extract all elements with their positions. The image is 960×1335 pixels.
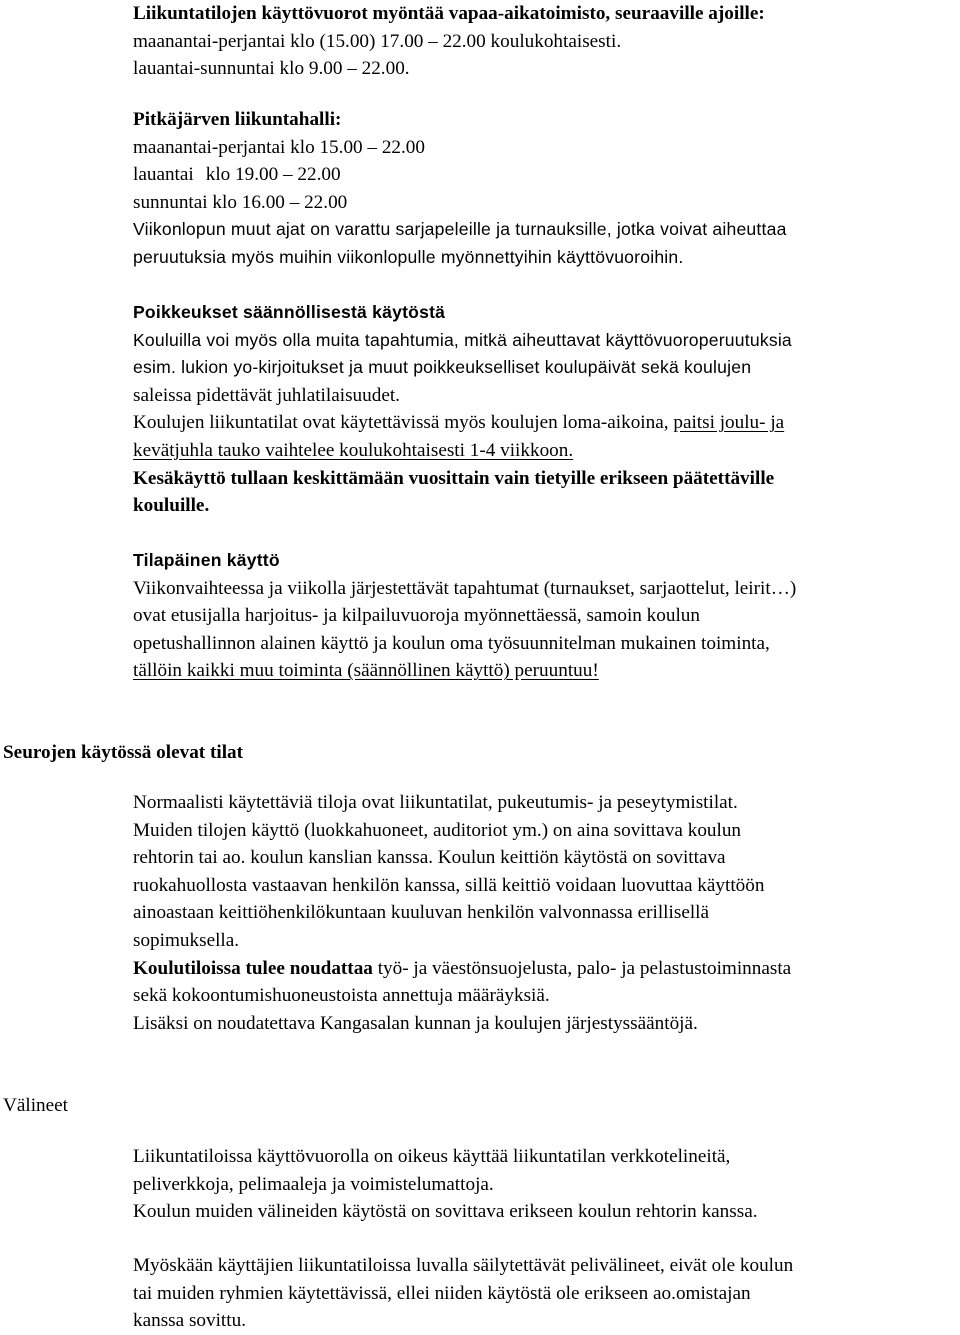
exceptions-block [133, 299, 951, 520]
exceptions-line4-text: Koulujen liikuntatilat ovat käytettävissä myös koulujen loma-aikoina, [133, 412, 674, 434]
clubs-line4: ruokahuollosta vastaavan henkilön kanssa, sillä keittiö voidaan luovuttaa käyttöön [133, 874, 765, 896]
clubs-line6: sopimuksella. [133, 929, 240, 951]
equipment-line2: peliverkkoja, pelimaaleja ja voimistelumattoja. [133, 1173, 494, 1195]
clubs-line5: ainoastaan keittiöhenkilökuntaan kuuluvan henkilön valvonnassa erillisellä [133, 902, 710, 924]
saturday-label: lauantai [133, 164, 194, 186]
clubs-block [133, 789, 951, 1037]
exceptions-summer-line2: kouluille. [133, 495, 210, 517]
exceptions-line5: kevätjuhla tauko vaihtelee koulukohtaisesti 1-4 viikkoon. [133, 439, 574, 461]
schedule-block [133, 0, 951, 83]
equipment-storage-block [133, 1252, 951, 1335]
equipment-line1: Liikuntatiloissa käyttövuorolla on oikeus käyttää liikuntatilan verkkotelineitä, [133, 1146, 731, 1167]
clubs-line7-text: työ- ja väestönsuojelusta, palo- ja pelastustoiminnasta [372, 957, 792, 979]
clubs-heading: Seurojen käytössä olevat tilat [3, 742, 244, 763]
temporary-block [133, 547, 951, 685]
clubs-line7 [133, 955, 951, 983]
pitkajarvi-weekdays: maanantai-perjantai klo 15.00 – 22.00 [133, 136, 425, 158]
equipment-line3: Koulun muiden välineiden käytöstä on sovittava erikseen koulun rehtorin kanssa. [133, 1201, 758, 1223]
equipment-line6: kanssa sovittu. [133, 1310, 246, 1332]
saturday-hours: klo 19.00 – 22.00 [205, 164, 341, 186]
pitkajarvi-saturday [133, 161, 951, 189]
temporary-line1: Viikonvaihteessa ja viikolla järjestettävät tapahtumat (turnaukset, sarjaottelut, leirit…) [133, 577, 797, 599]
schedule-intro: Liikuntatilojen käyttövuorot myöntää vapaa-aikatoimisto, seuraaville ajoille: [133, 3, 765, 24]
clubs-line9: Lisäksi on noudatettava Kangasalan kunnan ja koulujen järjestyssääntöjä. [133, 1012, 698, 1034]
pitkajarvi-block [133, 106, 951, 272]
exceptions-line4 [133, 409, 951, 437]
exceptions-line3: saleissa pidettävät juhlatilaisuudet. [133, 384, 400, 406]
equipment-line5: tai muiden ryhmien käytettävissä, ellei niiden käytöstä ole erikseen ao.omistajan [133, 1282, 751, 1304]
equipment-block [133, 1143, 951, 1226]
temporary-title: Tilapäinen käyttö [133, 550, 280, 570]
temporary-line4: tällöin kaikki muu toiminta (säännöllinen käyttö) peruuntuu! [133, 660, 599, 682]
pitkajarvi-note-line2: peruutuksia myös muihin viikonlopulle myönnettyihin käyttövuoroihin. [133, 246, 684, 267]
clubs-line1: Normaalisti käytettäviä tiloja ovat liikuntatilat, pukeutumis- ja peseytymistilat. [133, 792, 738, 813]
exceptions-summer-line1: Kesäkäyttö tullaan keskittämään vuosittain vain tietyille erikseen päätettäville [133, 467, 775, 489]
temporary-line3: opetushallinnon alainen käyttö ja koulun oma työsuunnitelman mukainen toiminta, [133, 632, 770, 654]
clubs-line7-bold: Koulutiloissa tulee noudattaa [133, 957, 373, 979]
schedule-weekend: lauantai-sunnuntai klo 9.00 – 22.00. [133, 58, 410, 80]
clubs-line2: Muiden tilojen käyttö (luokkahuoneet, auditoriot ym.) on aina sovittava koulun [133, 819, 742, 841]
pitkajarvi-note-line1: Viikonlopun muut ajat on varattu sarjapeleille ja turnauksille, jotka voivat aiheuttaa [133, 219, 787, 240]
equipment-line4: Myöskään käyttäjien liikuntatiloissa luvalla säilytettävät pelivälineet, eivät ole koulun [133, 1255, 794, 1276]
schedule-weekdays: maanantai-perjantai klo (15.00) 17.00 – 22.00 koulukohtaisesti. [133, 30, 622, 52]
clubs-line8: sekä kokoontumishuoneustoista annettuja määräyksiä. [133, 985, 550, 1007]
exceptions-title: Poikkeukset säännöllisestä käytöstä [133, 302, 446, 322]
equipment-heading: Välineet [3, 1095, 68, 1116]
clubs-line3: rehtorin tai ao. koulun kanslian kanssa. Koulun keittiön käytöstä on sovittava [133, 847, 726, 869]
pitkajarvi-sunday: sunnuntai klo 16.00 – 22.00 [133, 191, 348, 213]
exceptions-line4-underlined: paitsi joulu- ja [673, 412, 785, 434]
temporary-line2: ovat etusijalla harjoitus- ja kilpailuvuoroja myönnettäessä, samoin koulun [133, 605, 700, 627]
exceptions-line1: Kouluilla voi myös olla muita tapahtumia, mitkä aiheuttavat käyttövuoroperuutuksia [133, 329, 792, 350]
pitkajarvi-title: Pitkäjärven liikuntahalli: [133, 109, 342, 130]
exceptions-line2: esim. lukion yo-kirjoitukset ja muut poikkeukselliset koulupäivät sekä koulujen [133, 357, 752, 378]
